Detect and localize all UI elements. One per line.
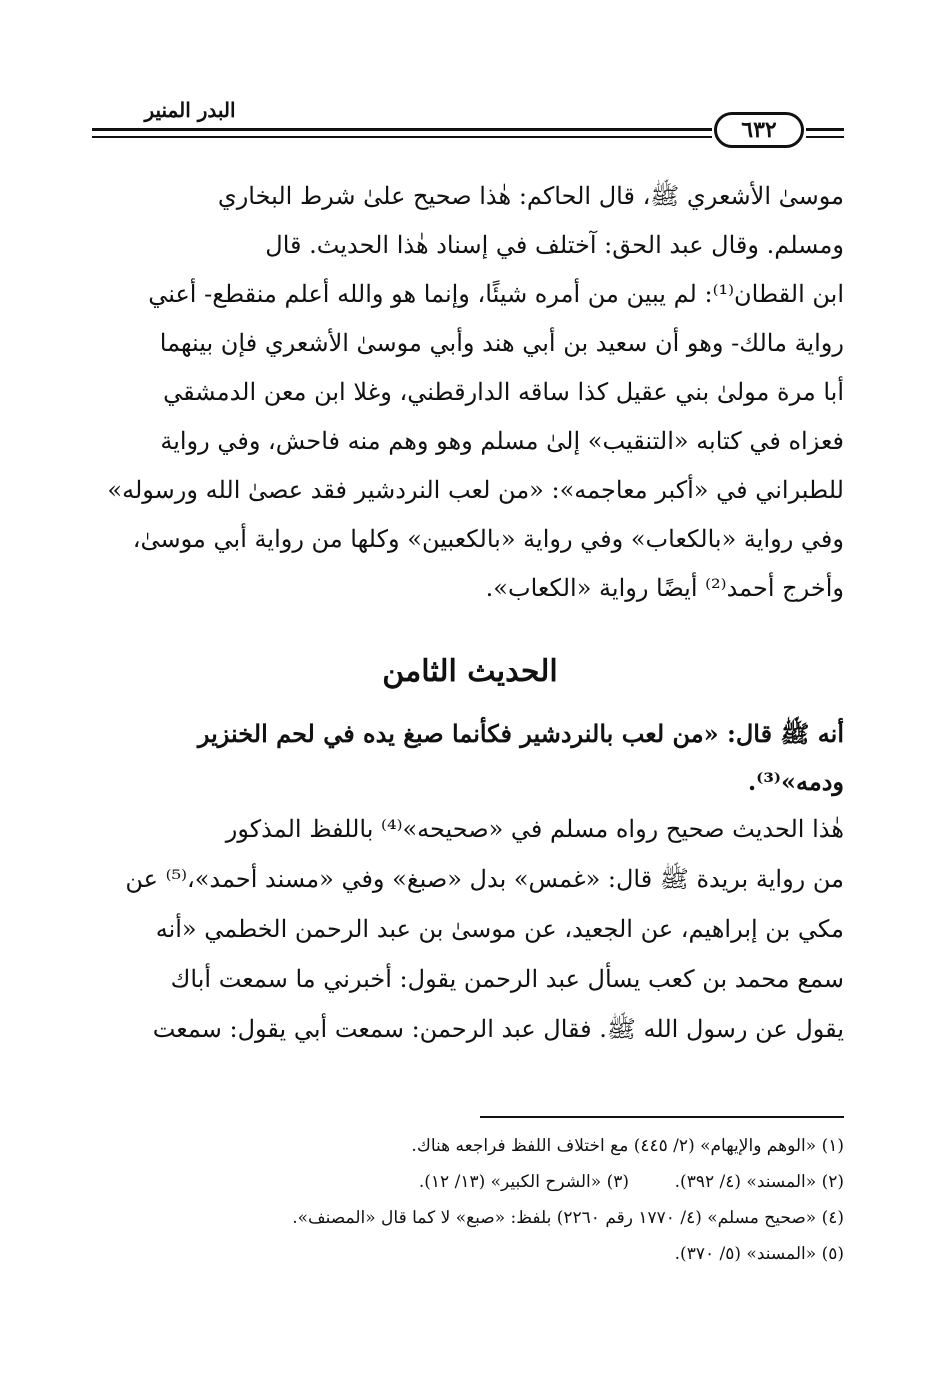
header-rule-right-thin: [806, 136, 844, 138]
text-line: ودمه»⁽³⁾.: [747, 767, 844, 796]
footnote-3: (٣) «الشرح الكبير» (١٣/ ١٢).: [418, 1172, 629, 1192]
text-line: ابن القطان⁽¹⁾: لم يبين من أمره شيئًا، وإنما هو والله أعلم منقطع- أعني: [148, 280, 844, 308]
text-line: رواية مالك- وهو أن سعيد بن أبي هند وأبي موسىٰ الأشعري فإن بينهما: [159, 329, 844, 357]
text-line: ومسلم. وقال عبد الحق: آختلف في إسناد هٰذا الحديث. قال: [265, 231, 844, 259]
section-heading: الحديث الثامن: [382, 654, 558, 689]
footnote-2: (٢) «المسند» (٤/ ٣٩٢).: [674, 1172, 844, 1192]
text-line: موسىٰ الأشعري ﷺ، قال الحاكم: هٰذا صحيح علىٰ شرط البخاري: [217, 182, 844, 210]
text-line: وفي رواية «بالكعاب» وفي رواية «بالكعبين» وكلها من رواية أبي موسىٰ،: [132, 525, 844, 553]
footnotes: [96, 1128, 844, 1272]
footnote-separator: [480, 1116, 844, 1118]
hadith-text: [96, 710, 844, 806]
text-line: وأخرج أحمد⁽²⁾ أيضًا رواية «الكعاب».: [485, 574, 844, 602]
footnote-5: (٥) «المسند» (٥/ ٣٧٠).: [674, 1244, 844, 1264]
paragraph-2: [96, 804, 844, 1054]
header-rule-thin: [92, 136, 712, 138]
text-line: مكي بن إبراهيم، عن الجعيد، عن موسىٰ بن عبد الرحمن الخطمي «أنه: [155, 915, 844, 943]
text-line: فعزاه في كتابه «التنقيب» إلىٰ مسلم وهو وهم منه فاحش، وفي رواية: [160, 427, 844, 455]
header-rule-right: [806, 128, 844, 131]
text-line: أنه ﷺ قال: «من لعب بالنردشير فكأنما صبغ يده في لحم الخنزير: [197, 719, 844, 748]
text-line: من رواية بريدة ﷺ قال: «غمس» بدل «صبغ» وفي «مسند أحمد»،⁽⁵⁾ عن: [125, 865, 844, 893]
text-line: سمع محمد بن كعب يسأل عبد الرحمن يقول: أخبرني ما سمعت أباك: [170, 965, 844, 993]
text-line: يقول عن رسول الله ﷺ. فقال عبد الرحمن: سمعت أبي يقول: سمعت: [152, 1015, 844, 1043]
footnote-4: (٤) «صحيح مسلم» (٤/ ١٧٧٠ رقم ٢٢٦٠) بلفظ: «صبع» لا كما قال «المصنف».: [292, 1208, 844, 1228]
page-number: ٦٣٢: [714, 112, 804, 148]
running-title: البدر المنير: [144, 98, 236, 122]
footnote-1: (١) «الوهم والإيهام» (٢/ ٤٤٥) مع اختلاف اللفظ فراجعه هناك.: [411, 1136, 844, 1156]
text-line: أبا مرة مولىٰ بني عقيل كذا ساقه الدارقطني، وغلا ابن معن الدمشقي: [163, 378, 844, 406]
footnote-row: [96, 1164, 844, 1200]
text-line: هٰذا الحديث صحيح رواه مسلم في «صحيحه»⁽⁴⁾ باللفظ المذكور: [225, 815, 844, 843]
text-line: للطبراني في «أكبر معاجمه»: «من لعب النردشير فقد عصىٰ الله ورسوله»: [107, 476, 844, 504]
paragraph-1: [96, 172, 844, 613]
header-rule: [92, 128, 712, 131]
